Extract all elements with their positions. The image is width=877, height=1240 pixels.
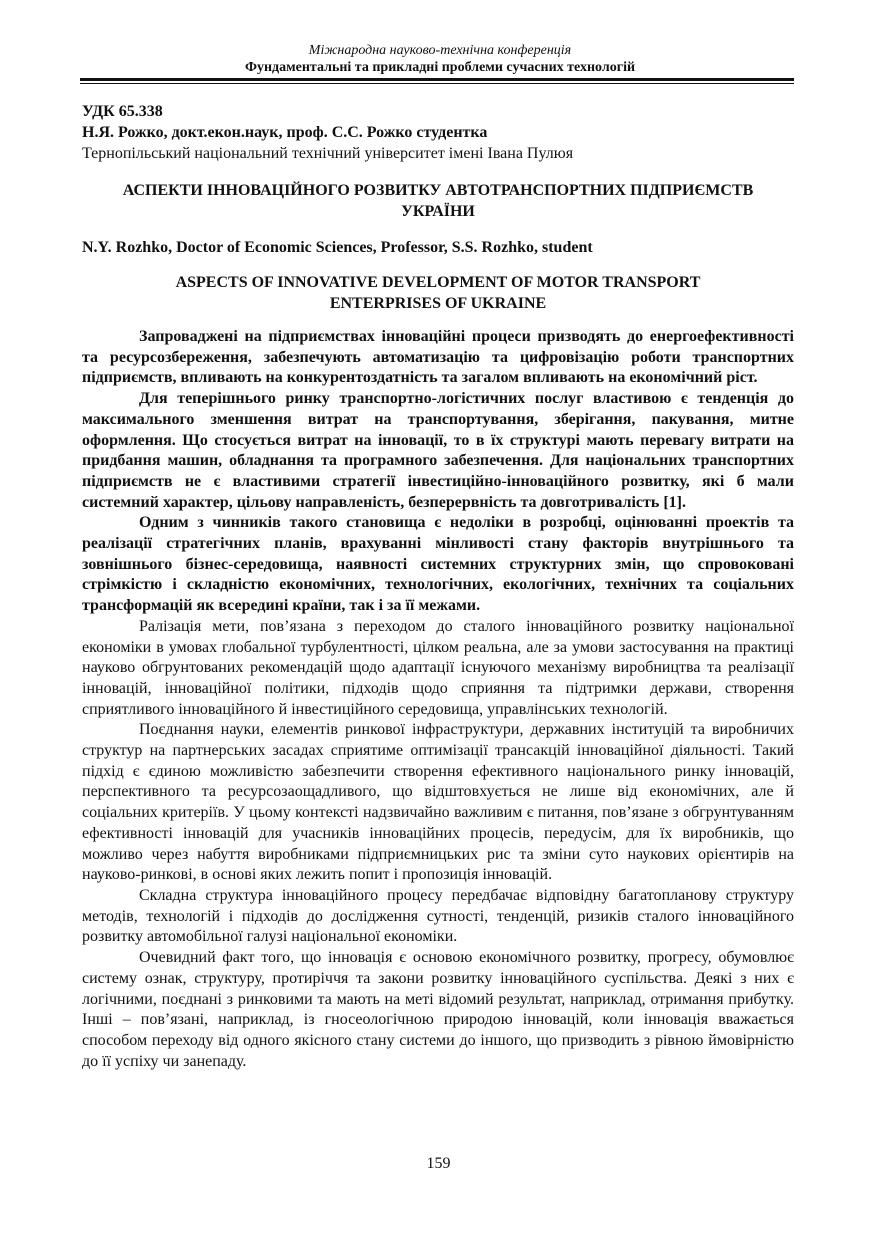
paragraph: Запроваджені на підприємствах інноваційні процеси призводять до енергоефективності та ресурсозбереження, забезпечують автоматизацію та цифровізацію роботи транспортних підприємств, впливають на конкурентоздатність та загалом впливають на економічний ріст. (82, 328, 794, 387)
title-english: ASPECTS OF INNOVATIVE DEVELOPMENT OF MOTOR TRANSPORT ENTERPRISES OF UKRAINE (175, 274, 701, 312)
article-body (82, 327, 794, 1072)
paragraph: Поєднання науки, елементів ринкової інфраструктури, державних інституцій та виробничих структур на партнерських засадах сприятиме оптимізації трансакцій інноваційної діяльності. Такий підхід є єдиною можливістю забезпечити створення ефективного національного ринку інновацій, перспективного та ресурсозаощадливого, що відштовхується не лише від економічних, але й соціальних критеріїв. У цьому контексті надзвичайно важливим є питання, пов’язане з обгрунтуванням ефективності інновацій для учасників інноваційних процесів, передусім, для їх виробників, що можливо через набуття виробниками підприємницьких рис та зміни суто наукових орієнтирів на науково-ринкові, в основі яких лежить попит і пропозиція інновацій. (82, 721, 794, 884)
header-rule-thin (80, 83, 794, 84)
header-rule-thick (80, 78, 794, 81)
article (82, 101, 794, 1072)
conference-name: Міжнародна науково-технічна конференція (308, 43, 572, 58)
paragraph: Складна структура інноваційного процесу передбачає відповідну багатопланову структуру методів, технологій і підходів до дослідження сутності, тенденцій, ризиків сталого інноваційного розвитку автомобільної галузі національної економіки. (82, 886, 794, 946)
authors-english: N.Y. Rozhko, Doctor of Economic Sciences, Professor, S.S. Rozhko, student (82, 239, 593, 256)
paragraph: Ралізація мети, пов’язана з переходом до сталого інноваційного розвитку національної економіки в умовах глобальної турбулентності, цілком реальна, але за умови застосування на практиці науково обгрунтованих рекомендацій щодо адаптації існуючого механізму виробництва та реалізації інновацій, інноваційної політики, підходів щодо сприяння та підтримки держави, створення сприятливого інноваційного й інвестиційного середовища, управлінських технологій. (82, 617, 794, 718)
title-ukrainian: АСПЕКТИ ІННОВАЦІЙНОГО РОЗВИТКУ АВТОТРАНСПОРТНИХ ПІДПРИЄМСТВ УКРАЇНИ (122, 182, 754, 220)
affiliation: Тернопільський національний технічний університет імені Івана Пулюя (82, 145, 574, 162)
conference-title: Фундаментальні та прикладні проблеми сучасних технологій (244, 60, 636, 75)
paragraph: Для теперішнього ринку транспортно-логістичних послуг властивою є тенденція до максимального зменшення витрат на транспортування, зберігання, пакування, митне оформлення. Що стосується витрат на інновації, то в їх структурі мають перевагу витрати на придбання машин, обладнання та програмного забезпечення. Для національних транспортних підприємств не є властивими стратегії інвестиційно-інноваційного розвитку, які б мали системний характер, цільову направленість, безперервність та довготривалість [1]. (82, 390, 794, 511)
paragraph: Очевидний факт того, що інновація є основою економічного розвитку, прогресу, обумовлює систему ознак, структуру, протиріччя та закони розвитку інноваційного суспільства. Деякі з них є логічними, поєднані з ринковими та мають на меті відомий результат, наприклад, отримання прибутку. Інші – пов’язані, наприклад, із гносеологічною природою інновацій, коли інновація вважається способом переходу від одного якісного стану системи до іншого, що призводить з рівною ймовірністю до її успіху чи занепаду. (82, 949, 794, 1070)
page-number: 159 (426, 1155, 451, 1172)
paragraph: Одним з чинників такого становища є недоліки в розробці, оцінюванні проектів та реалізації стратегічних планів, врахуванні мінливості стану факторів внутрішнього та зовнішнього бізнес-середовища, наявності системних структурних змін, що спровоковані стрімкістю і складністю економічних, технологічних, екологічних, технічних та соціальних трансформацій як всередині країни, так і за її межами. (82, 514, 794, 615)
running-header (80, 42, 800, 76)
authors-ukrainian: Н.Я. Рожко, докт.екон.наук, проф. С.С. Рожко студентка (82, 124, 488, 141)
udc-code: УДК 65.338 (82, 103, 163, 120)
